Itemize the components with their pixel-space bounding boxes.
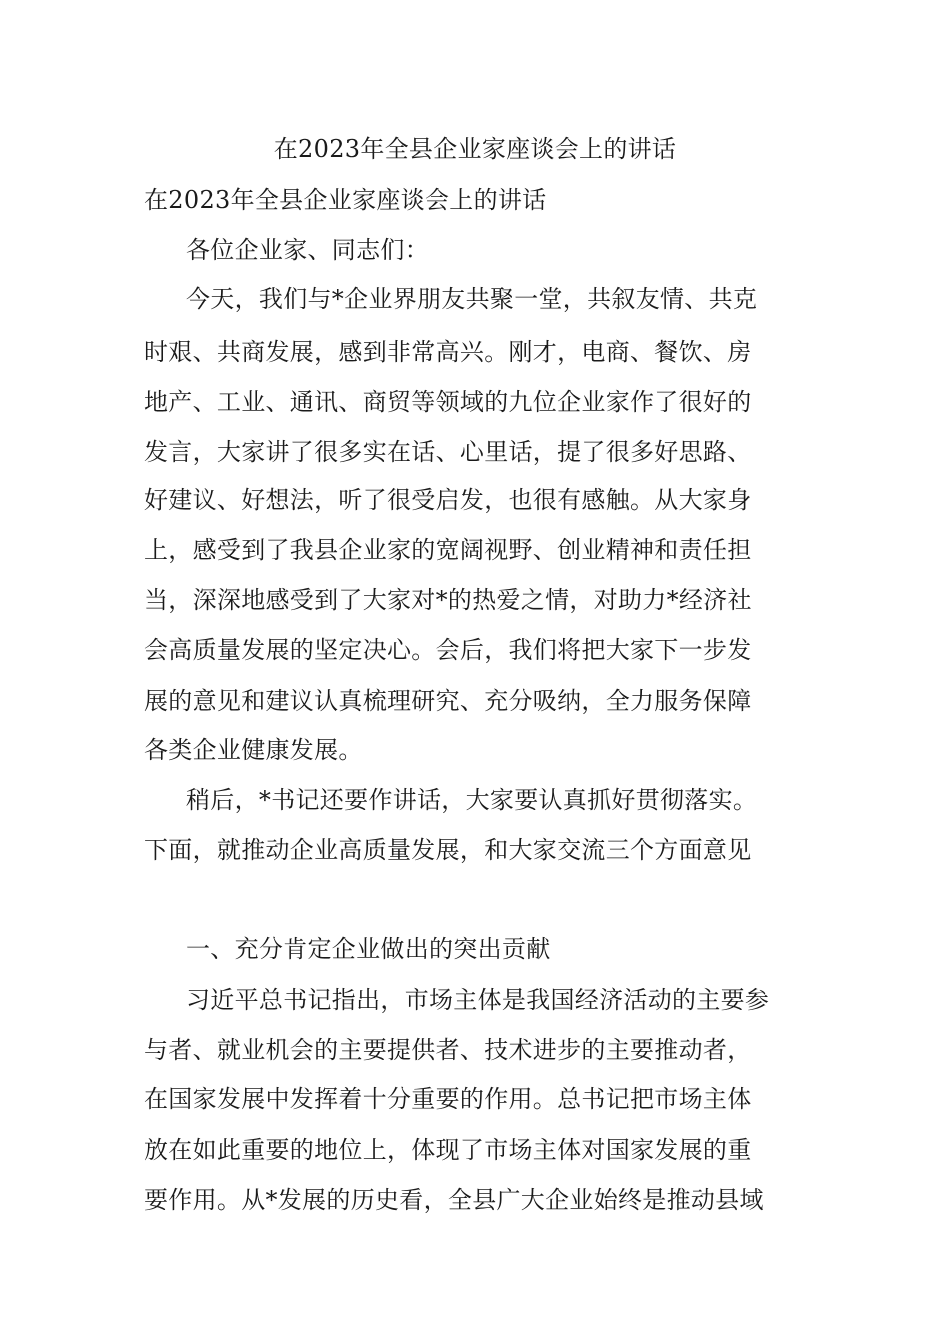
paragraph-line: 发言，大家讲了很多实在话、心里话，提了很多好思路、 [144, 438, 752, 466]
paragraph-line: 要作用。从*发展的历史看，全县广大企业始终是推动县域 [144, 1186, 764, 1214]
document-subtitle: 在2023年全县企业家座谈会上的讲话 [144, 186, 547, 214]
paragraph-line: 各类企业健康发展。 [144, 736, 363, 764]
paragraph-line: 上，感受到了我县企业家的宽阔视野、创业精神和责任担 [144, 536, 752, 564]
paragraph-line: 展的意见和建议认真梳理研究、充分吸纳，全力服务保障 [144, 687, 752, 715]
greeting-line: 各位企业家、同志们： [186, 236, 429, 264]
paragraph-line: 习近平总书记指出，市场主体是我国经济活动的主要参 [186, 986, 770, 1014]
paragraph-line: 地产、工业、通讯、商贸等领域的九位企业家作了很好的 [144, 388, 752, 416]
paragraph-line: 放在如此重要的地位上，体现了市场主体对国家发展的重 [144, 1136, 752, 1164]
paragraph-line: 与者、就业机会的主要提供者、技术进步的主要推动者， [144, 1036, 752, 1064]
paragraph-line: 会高质量发展的坚定决心。会后，我们将把大家下一步发 [144, 636, 752, 664]
paragraph-line: 当，深深地感受到了大家对*的热爱之情，对助力*经济社 [144, 586, 752, 614]
paragraph-line: 下面，就推动企业高质量发展，和大家交流三个方面意见 [144, 836, 752, 864]
paragraph-line: 今天，我们与*企业界朋友共聚一堂，共叙友情、共克 [186, 285, 758, 313]
paragraph-line: 时艰、共商发展，感到非常高兴。刚才，电商、餐饮、房 [144, 338, 752, 366]
paragraph-line: 好建议、好想法，听了很受启发，也很有感触。从大家身 [144, 486, 752, 514]
paragraph-line: 在国家发展中发挥着十分重要的作用。总书记把市场主体 [144, 1085, 752, 1113]
section-heading: 一、充分肯定企业做出的突出贡献 [186, 935, 551, 963]
paragraph-line: 稍后，*书记还要作讲话，大家要认真抓好贯彻落实。 [186, 786, 758, 814]
document-title: 在2023年全县企业家座谈会上的讲话 [273, 135, 677, 163]
